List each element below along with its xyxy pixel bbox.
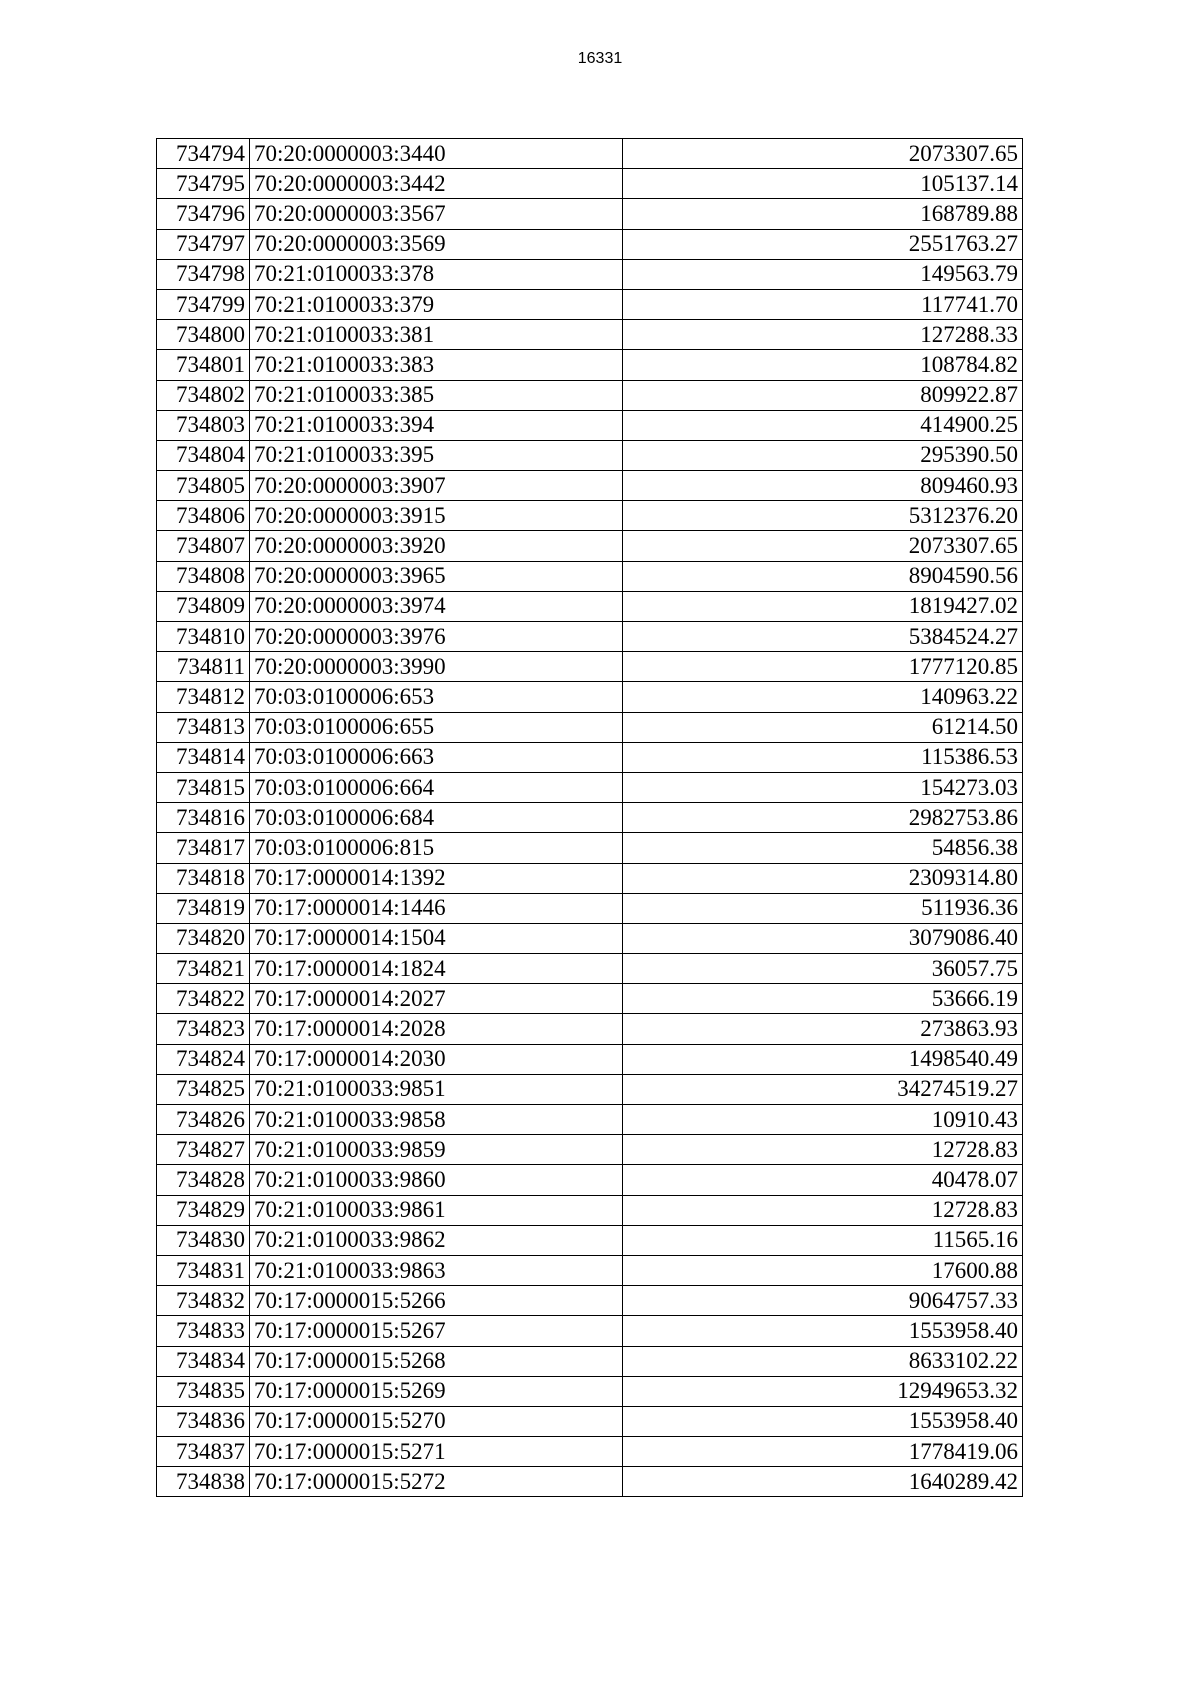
cadastral-number-cell: 70:17:0000014:1392 [250, 863, 623, 893]
value-cell: 2073307.65 [623, 139, 1023, 169]
row-number-cell: 734827 [157, 1135, 250, 1165]
cadastral-number-cell: 70:03:0100006:664 [250, 772, 623, 802]
value-cell: 809460.93 [623, 471, 1023, 501]
table-row [157, 893, 1023, 923]
value-cell: 1553958.40 [623, 1406, 1023, 1436]
table-row [157, 1406, 1023, 1436]
row-number-cell: 734809 [157, 591, 250, 621]
table-row [157, 1437, 1023, 1467]
cadastral-number-cell: 70:20:0000003:3567 [250, 199, 623, 229]
value-cell: 1553958.40 [623, 1316, 1023, 1346]
value-cell: 2982753.86 [623, 803, 1023, 833]
cadastral-number-cell: 70:20:0000003:3442 [250, 169, 623, 199]
row-number-cell: 734797 [157, 229, 250, 259]
value-cell: 12728.83 [623, 1135, 1023, 1165]
value-cell: 168789.88 [623, 199, 1023, 229]
cadastral-number-cell: 70:21:0100033:378 [250, 259, 623, 289]
row-number-cell: 734803 [157, 410, 250, 440]
row-number-cell: 734814 [157, 742, 250, 772]
row-number-cell: 734821 [157, 954, 250, 984]
cadastral-number-cell: 70:17:0000015:5271 [250, 1437, 623, 1467]
table-row [157, 229, 1023, 259]
value-cell: 9064757.33 [623, 1286, 1023, 1316]
cadastral-number-cell: 70:21:0100033:9851 [250, 1074, 623, 1104]
value-cell: 108784.82 [623, 350, 1023, 380]
cadastral-number-cell: 70:03:0100006:655 [250, 712, 623, 742]
cadastral-number-cell: 70:20:0000003:3907 [250, 471, 623, 501]
cadastral-number-cell: 70:17:0000014:1824 [250, 954, 623, 984]
row-number-cell: 734836 [157, 1406, 250, 1436]
row-number-cell: 734833 [157, 1316, 250, 1346]
page-number: 16331 [577, 50, 623, 67]
row-number-cell: 734795 [157, 169, 250, 199]
value-cell: 2073307.65 [623, 531, 1023, 561]
value-cell: 5312376.20 [623, 501, 1023, 531]
row-number-cell: 734838 [157, 1467, 250, 1497]
value-cell: 140963.22 [623, 682, 1023, 712]
cadastral-number-cell: 70:21:0100033:381 [250, 320, 623, 350]
cadastral-number-cell: 70:21:0100033:9861 [250, 1195, 623, 1225]
row-number-cell: 734813 [157, 712, 250, 742]
cadastral-number-cell: 70:03:0100006:663 [250, 742, 623, 772]
table-row [157, 1105, 1023, 1135]
cadastral-number-cell: 70:17:0000014:2027 [250, 984, 623, 1014]
table-row [157, 440, 1023, 470]
value-cell: 61214.50 [623, 712, 1023, 742]
table-row [157, 531, 1023, 561]
table-row [157, 169, 1023, 199]
row-number-cell: 734830 [157, 1225, 250, 1255]
value-cell: 11565.16 [623, 1225, 1023, 1255]
value-cell: 117741.70 [623, 289, 1023, 319]
row-number-cell: 734798 [157, 259, 250, 289]
table-row [157, 803, 1023, 833]
cadastral-number-cell: 70:17:0000014:2030 [250, 1044, 623, 1074]
table-row [157, 501, 1023, 531]
value-cell: 12949653.32 [623, 1376, 1023, 1406]
cadastral-value-table [156, 138, 1023, 1497]
cadastral-number-cell: 70:21:0100033:9860 [250, 1165, 623, 1195]
row-number-cell: 734820 [157, 923, 250, 953]
table-row [157, 471, 1023, 501]
value-cell: 36057.75 [623, 954, 1023, 984]
value-cell: 414900.25 [623, 410, 1023, 440]
table-row [157, 289, 1023, 319]
table-row [157, 1074, 1023, 1104]
table-row [157, 1135, 1023, 1165]
table-row [157, 622, 1023, 652]
table-row [157, 772, 1023, 802]
cadastral-number-cell: 70:21:0100033:9859 [250, 1135, 623, 1165]
row-number-cell: 734826 [157, 1105, 250, 1135]
value-cell: 295390.50 [623, 440, 1023, 470]
cadastral-number-cell: 70:21:0100033:9863 [250, 1255, 623, 1285]
row-number-cell: 734794 [157, 139, 250, 169]
table-row [157, 1316, 1023, 1346]
cadastral-number-cell: 70:17:0000014:1504 [250, 923, 623, 953]
row-number-cell: 734799 [157, 289, 250, 319]
cadastral-number-cell: 70:17:0000014:2028 [250, 1014, 623, 1044]
value-cell: 10910.43 [623, 1105, 1023, 1135]
table-row [157, 1195, 1023, 1225]
value-cell: 1640289.42 [623, 1467, 1023, 1497]
table-row [157, 682, 1023, 712]
value-cell: 105137.14 [623, 169, 1023, 199]
table-row [157, 380, 1023, 410]
value-cell: 1777120.85 [623, 652, 1023, 682]
table-row [157, 984, 1023, 1014]
row-number-cell: 734801 [157, 350, 250, 380]
cadastral-number-cell: 70:03:0100006:653 [250, 682, 623, 712]
cadastral-number-cell: 70:20:0000003:3990 [250, 652, 623, 682]
table-row [157, 863, 1023, 893]
cadastral-number-cell: 70:21:0100033:383 [250, 350, 623, 380]
row-number-cell: 734802 [157, 380, 250, 410]
row-number-cell: 734824 [157, 1044, 250, 1074]
row-number-cell: 734817 [157, 833, 250, 863]
table-row [157, 410, 1023, 440]
row-number-cell: 734815 [157, 772, 250, 802]
row-number-cell: 734796 [157, 199, 250, 229]
row-number-cell: 734810 [157, 622, 250, 652]
table-row [157, 591, 1023, 621]
row-number-cell: 734800 [157, 320, 250, 350]
table-row [157, 1044, 1023, 1074]
value-cell: 2551763.27 [623, 229, 1023, 259]
cadastral-number-cell: 70:17:0000015:5266 [250, 1286, 623, 1316]
row-number-cell: 734819 [157, 893, 250, 923]
row-number-cell: 734823 [157, 1014, 250, 1044]
row-number-cell: 734806 [157, 501, 250, 531]
value-cell: 12728.83 [623, 1195, 1023, 1225]
cadastral-number-cell: 70:20:0000003:3915 [250, 501, 623, 531]
value-cell: 511936.36 [623, 893, 1023, 923]
cadastral-number-cell: 70:20:0000003:3965 [250, 561, 623, 591]
table-row [157, 350, 1023, 380]
table-row [157, 1255, 1023, 1285]
value-cell: 127288.33 [623, 320, 1023, 350]
value-cell: 2309314.80 [623, 863, 1023, 893]
table-row [157, 561, 1023, 591]
value-cell: 1498540.49 [623, 1044, 1023, 1074]
row-number-cell: 734805 [157, 471, 250, 501]
value-cell: 115386.53 [623, 742, 1023, 772]
table-row [157, 1376, 1023, 1406]
table-row [157, 259, 1023, 289]
table-row [157, 923, 1023, 953]
cadastral-number-cell: 70:03:0100006:815 [250, 833, 623, 863]
cadastral-number-cell: 70:17:0000015:5272 [250, 1467, 623, 1497]
cadastral-number-cell: 70:20:0000003:3976 [250, 622, 623, 652]
row-number-cell: 734832 [157, 1286, 250, 1316]
row-number-cell: 734825 [157, 1074, 250, 1104]
row-number-cell: 734816 [157, 803, 250, 833]
row-number-cell: 734835 [157, 1376, 250, 1406]
cadastral-number-cell: 70:03:0100006:684 [250, 803, 623, 833]
row-number-cell: 734822 [157, 984, 250, 1014]
table-row [157, 320, 1023, 350]
row-number-cell: 734808 [157, 561, 250, 591]
cadastral-number-cell: 70:21:0100033:379 [250, 289, 623, 319]
table-body [157, 139, 1023, 1497]
row-number-cell: 734804 [157, 440, 250, 470]
cadastral-number-cell: 70:21:0100033:395 [250, 440, 623, 470]
value-cell: 17600.88 [623, 1255, 1023, 1285]
row-number-cell: 734829 [157, 1195, 250, 1225]
table-row [157, 1225, 1023, 1255]
value-cell: 54856.38 [623, 833, 1023, 863]
value-cell: 1819427.02 [623, 591, 1023, 621]
cadastral-number-cell: 70:17:0000015:5270 [250, 1406, 623, 1436]
table-row [157, 1286, 1023, 1316]
cadastral-number-cell: 70:20:0000003:3974 [250, 591, 623, 621]
cadastral-number-cell: 70:17:0000014:1446 [250, 893, 623, 923]
cadastral-number-cell: 70:17:0000015:5268 [250, 1346, 623, 1376]
cadastral-number-cell: 70:21:0100033:385 [250, 380, 623, 410]
row-number-cell: 734831 [157, 1255, 250, 1285]
value-cell: 1778419.06 [623, 1437, 1023, 1467]
value-cell: 34274519.27 [623, 1074, 1023, 1104]
table-row [157, 139, 1023, 169]
value-cell: 8633102.22 [623, 1346, 1023, 1376]
cadastral-number-cell: 70:21:0100033:394 [250, 410, 623, 440]
value-cell: 40478.07 [623, 1165, 1023, 1195]
row-number-cell: 734807 [157, 531, 250, 561]
table-row [157, 1346, 1023, 1376]
value-cell: 149563.79 [623, 259, 1023, 289]
table-row [157, 652, 1023, 682]
table-row [157, 833, 1023, 863]
row-number-cell: 734834 [157, 1346, 250, 1376]
cadastral-number-cell: 70:20:0000003:3440 [250, 139, 623, 169]
value-cell: 5384524.27 [623, 622, 1023, 652]
value-cell: 8904590.56 [623, 561, 1023, 591]
table-row [157, 712, 1023, 742]
table-row [157, 199, 1023, 229]
table-row [157, 954, 1023, 984]
table-row [157, 1467, 1023, 1497]
value-cell: 53666.19 [623, 984, 1023, 1014]
cadastral-number-cell: 70:20:0000003:3569 [250, 229, 623, 259]
table-row [157, 742, 1023, 772]
table-row [157, 1014, 1023, 1044]
cadastral-number-cell: 70:17:0000015:5269 [250, 1376, 623, 1406]
cadastral-number-cell: 70:20:0000003:3920 [250, 531, 623, 561]
row-number-cell: 734818 [157, 863, 250, 893]
value-cell: 3079086.40 [623, 923, 1023, 953]
value-cell: 273863.93 [623, 1014, 1023, 1044]
cadastral-number-cell: 70:21:0100033:9862 [250, 1225, 623, 1255]
value-cell: 809922.87 [623, 380, 1023, 410]
table-row [157, 1165, 1023, 1195]
cadastral-number-cell: 70:21:0100033:9858 [250, 1105, 623, 1135]
row-number-cell: 734828 [157, 1165, 250, 1195]
value-cell: 154273.03 [623, 772, 1023, 802]
row-number-cell: 734837 [157, 1437, 250, 1467]
row-number-cell: 734812 [157, 682, 250, 712]
cadastral-number-cell: 70:17:0000015:5267 [250, 1316, 623, 1346]
row-number-cell: 734811 [157, 652, 250, 682]
